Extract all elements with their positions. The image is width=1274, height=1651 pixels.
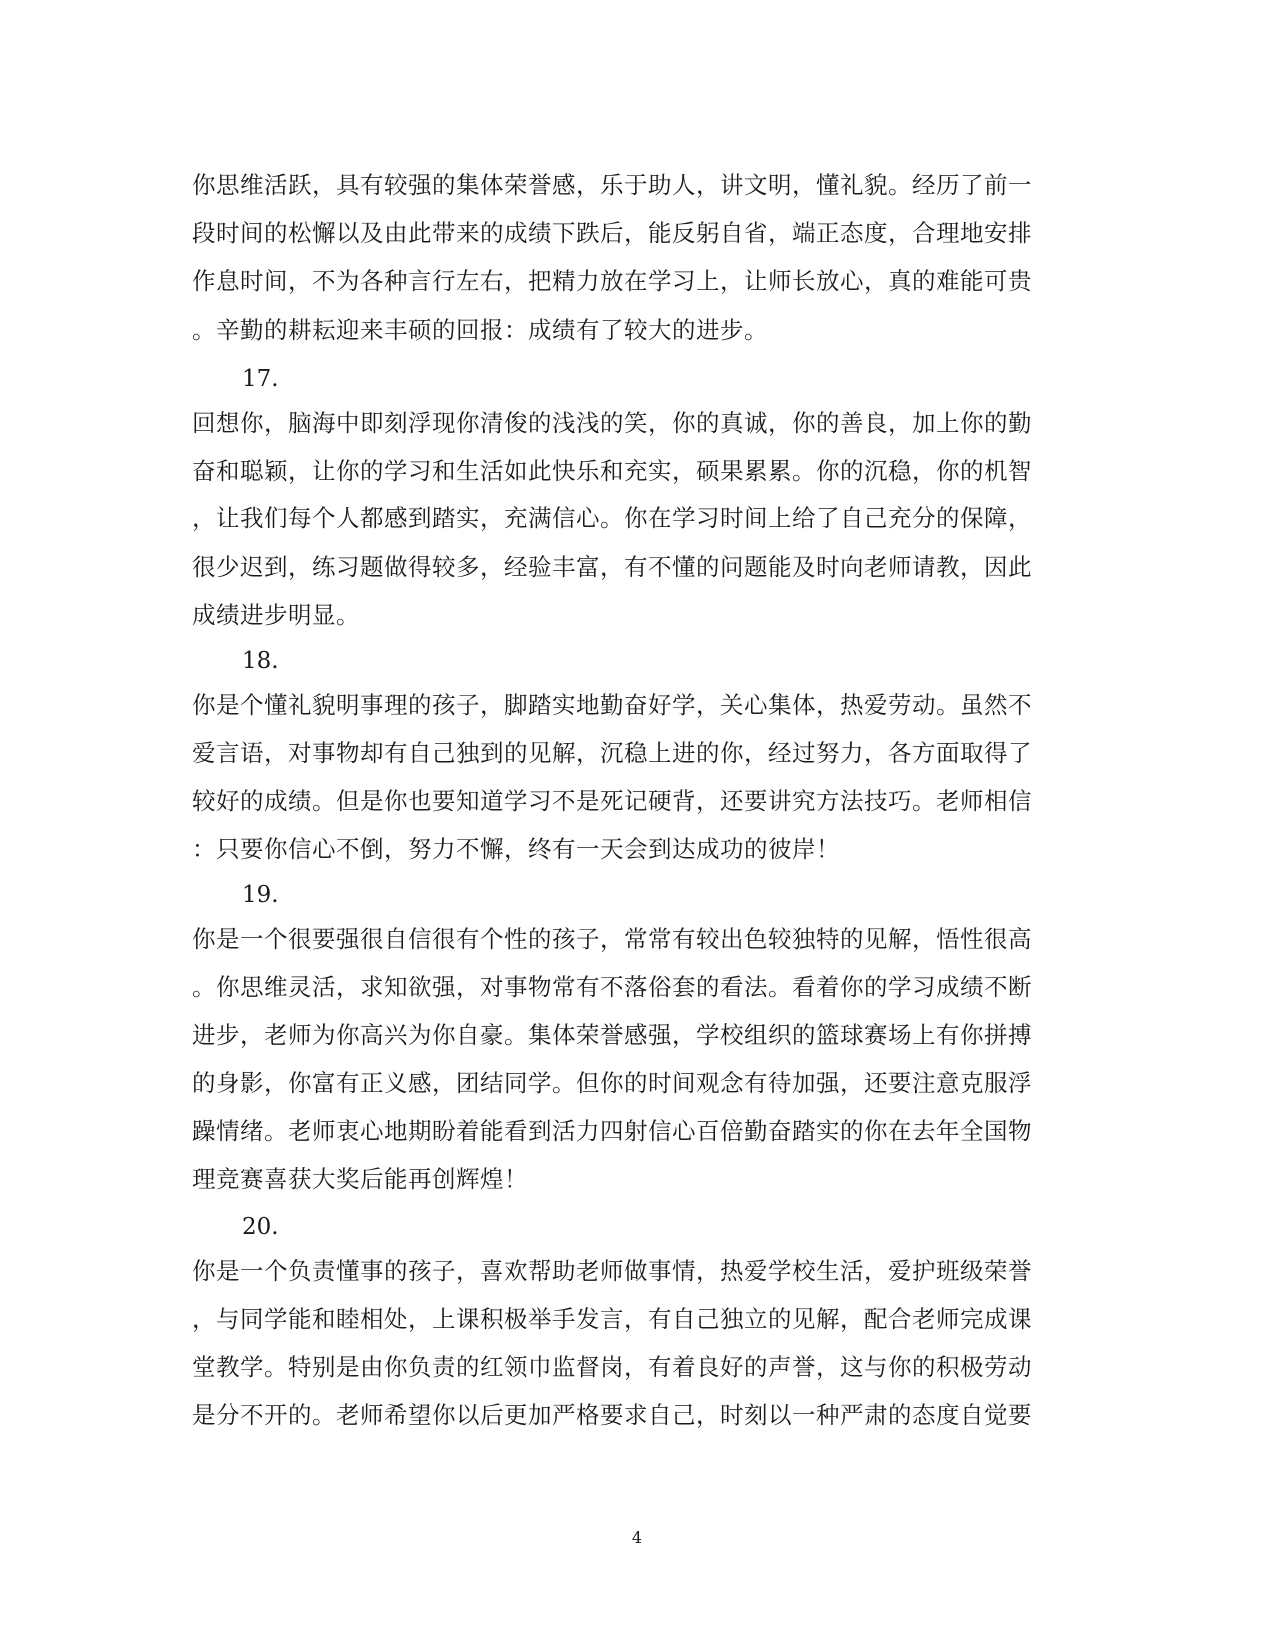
section-number: 19. [242, 882, 279, 908]
paragraph-line: 成绩进步明显。 [192, 601, 360, 629]
paragraph-line: 你是个懂礼貌明事理的孩子，脚踏实地勤奋好学，关心集体，热爱劳动。虽然不 [192, 691, 1032, 719]
paragraph-line: 的身影，你富有正义感，团结同学。但你的时间观念有待加强，还要注意克服浮 [192, 1069, 1032, 1097]
paragraph-line: 爱言语，对事物却有自己独到的见解，沉稳上进的你，经过努力，各方面取得了 [192, 739, 1032, 767]
page-number: 4 [631, 1528, 643, 1547]
paragraph-line: 你是一个负责懂事的孩子，喜欢帮助老师做事情，热爱学校生活，爱护班级荣誉 [192, 1257, 1032, 1285]
paragraph-line: ，让我们每个人都感到踏实，充满信心。你在学习时间上给了自己充分的保障， [192, 504, 1032, 532]
paragraph-line: 你思维活跃，具有较强的集体荣誉感，乐于助人，讲文明，懂礼貌。经历了前一 [192, 171, 1032, 199]
paragraph-line: 是分不开的。老师希望你以后更加严格要求自己，时刻以一种严肃的态度自觉要 [192, 1401, 1032, 1429]
paragraph-line: 躁情绪。老师衷心地期盼着能看到活力四射信心百倍勤奋踏实的你在去年全国物 [192, 1117, 1032, 1145]
section-number: 17. [242, 366, 279, 392]
paragraph-line: 理竞赛喜获大奖后能再创辉煌！ [192, 1165, 528, 1193]
paragraph-line: 。你思维灵活，求知欲强，对事物常有不落俗套的看法。看着你的学习成绩不断 [192, 973, 1032, 1001]
paragraph-line: 较好的成绩。但是你也要知道学习不是死记硬背，还要讲究方法技巧。老师相信 [192, 787, 1032, 815]
paragraph-line: 。辛勤的耕耘迎来丰硕的回报：成绩有了较大的进步。 [192, 316, 768, 344]
paragraph-line: ，与同学能和睦相处，上课积极举手发言，有自己独立的见解，配合老师完成课 [192, 1305, 1032, 1333]
paragraph-line: 你是一个很要强很自信很有个性的孩子，常常有较出色较独特的见解，悟性很高 [192, 925, 1032, 953]
section-number: 20. [242, 1214, 279, 1240]
paragraph-line: 段时间的松懈以及由此带来的成绩下跌后，能反躬自省，端正态度，合理地安排 [192, 219, 1032, 247]
paragraph-line: 回想你，脑海中即刻浮现你清俊的浅浅的笑，你的真诚，你的善良，加上你的勤 [192, 409, 1032, 437]
paragraph-line: 作息时间，不为各种言行左右，把精力放在学习上，让师长放心，真的难能可贵 [192, 267, 1032, 295]
paragraph-line: 很少迟到，练习题做得较多，经验丰富，有不懂的问题能及时向老师请教，因此 [192, 553, 1032, 581]
paragraph-line: 进步，老师为你高兴为你自豪。集体荣誉感强，学校组织的篮球赛场上有你拼搏 [192, 1021, 1032, 1049]
paragraph-line: 堂教学。特别是由你负责的红领巾监督岗，有着良好的声誉，这与你的积极劳动 [192, 1353, 1032, 1381]
paragraph-line: ：只要你信心不倒，努力不懈，终有一天会到达成功的彼岸！ [192, 835, 840, 863]
paragraph-line: 奋和聪颖，让你的学习和生活如此快乐和充实，硕果累累。你的沉稳，你的机智 [192, 457, 1032, 485]
section-number: 18. [242, 648, 279, 674]
